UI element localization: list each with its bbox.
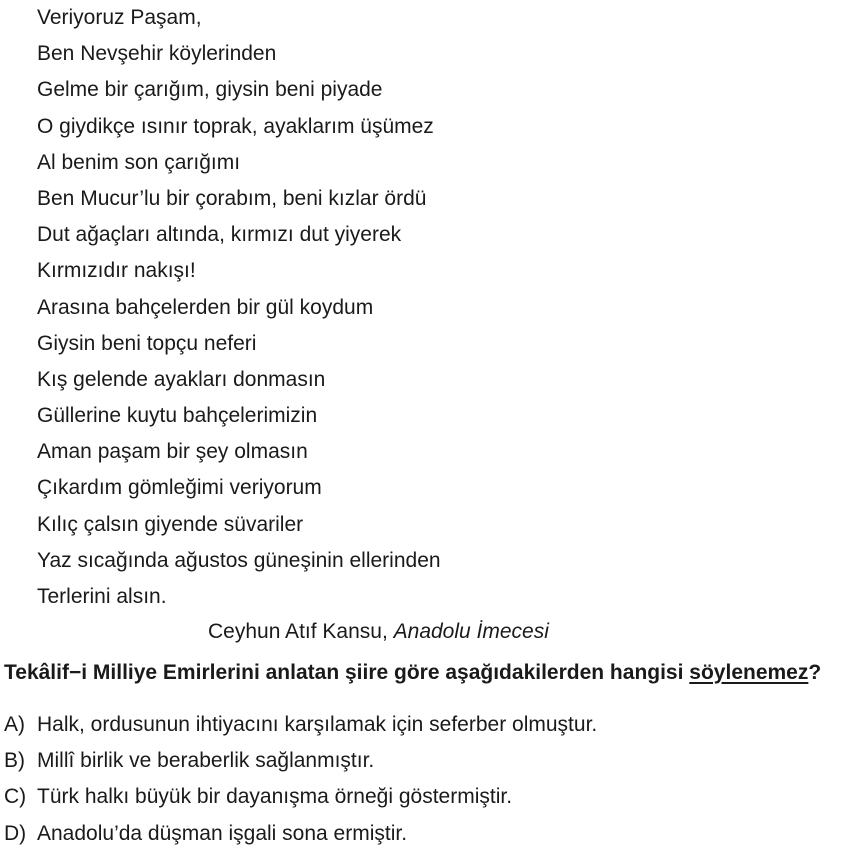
option-text: Türk halkı büyük bir dayanışma örneği göstermiştir. [37, 785, 513, 809]
poem-line: Kış gelende ayakları donmasın [37, 367, 326, 391]
poem-line: Kılıç çalsın giyende süvariler [37, 512, 304, 536]
poem-line: Terlerini alsın. [37, 585, 167, 608]
poem-line: Yaz sıcağında ağustos güneşinin ellerinden [37, 548, 441, 572]
option-text: Halk, ordusunun ihtiyacını karşılamak için seferber olmuştur. [37, 713, 598, 736]
poem-line: Ben Nevşehir köylerinden [37, 42, 277, 66]
question-mark: ? [808, 661, 822, 684]
option-text: Anadolu’da düşman işgali sona ermiştir. [37, 821, 408, 845]
option-a[interactable] [4, 707, 597, 743]
question-text: Tekâlif−i Milliye Emirlerini anlatan şiire göre aşağıdakilerden hangisi [4, 661, 684, 684]
option-letter: C) [4, 785, 27, 809]
poem-line: Güllerine kuytu bahçelerimizin [37, 404, 318, 428]
poem-line: Gelme bir çarığım, giysin beni piyade [37, 78, 383, 102]
poem-author: Ceyhun Atıf Kansu, [208, 620, 388, 643]
option-d[interactable] [4, 816, 597, 852]
poem-line: Çıkardım gömleğimi veriyorum [37, 476, 322, 500]
poem-work-title: Anadolu İmecesi [393, 620, 549, 643]
poem-line: Aman paşam bir şey olmasın [37, 440, 308, 464]
poem-line: Veriyoruz Paşam, [37, 6, 202, 29]
answer-options [4, 707, 597, 852]
option-text: Millî birlik ve beraberlik sağlanmıştır. [37, 749, 375, 773]
poem-line: O giydikçe ısınır toprak, ayaklarım üşümez [37, 114, 434, 138]
poem-line: Al benim son çarığımı [37, 150, 241, 174]
question-emphasis: söylenemez [689, 661, 809, 684]
option-letter: B) [4, 749, 25, 773]
poem-line: Kırmızıdır nakışı! [37, 259, 196, 283]
option-letter: D) [4, 821, 27, 845]
poem-line: Arasına bahçelerden bir gül koydum [37, 295, 374, 319]
poem-line: Dut ağaçları altında, kırmızı dut yiyerek [37, 223, 402, 247]
poem-line: Ben Mucur’lu bir çorabım, beni kızlar ördü [37, 186, 427, 210]
poem-attribution [208, 614, 549, 650]
poem [37, 0, 441, 615]
question-stem [4, 655, 821, 691]
option-b[interactable] [4, 743, 597, 779]
option-c[interactable] [4, 779, 597, 815]
poem-line: Giysin beni topçu neferi [37, 331, 257, 355]
option-letter: A) [4, 713, 25, 736]
